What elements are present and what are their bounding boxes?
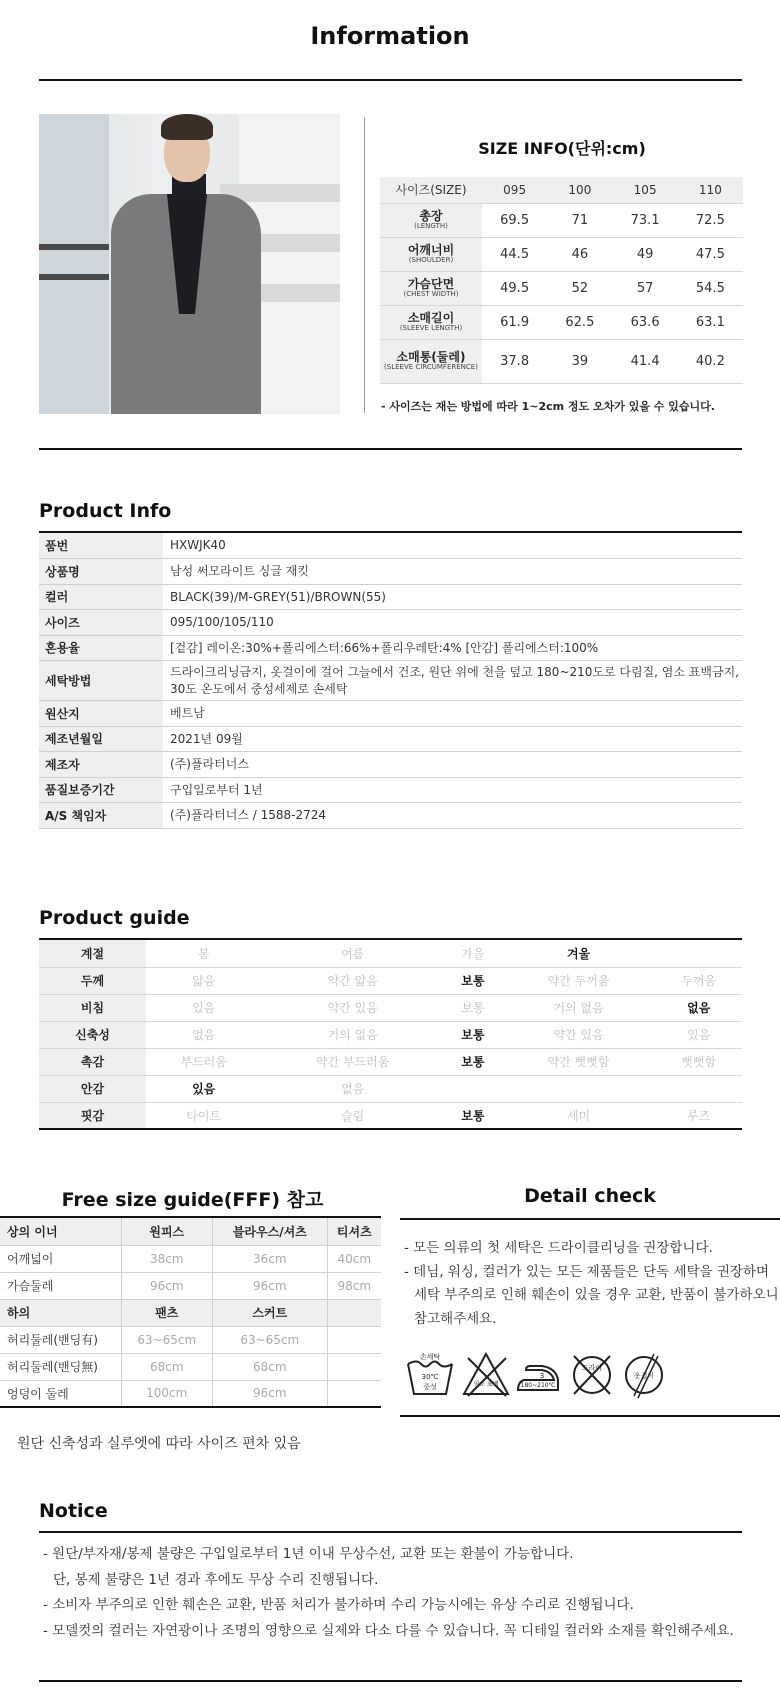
page-title: Information — [310, 22, 470, 50]
product-guide-table — [39, 940, 742, 1130]
free-size-value: 38cm — [121, 1245, 213, 1272]
product-info-row — [39, 559, 742, 585]
detail-check-text — [400, 1237, 780, 1332]
product-info-key: 컬러 — [39, 584, 163, 610]
size-value: 62.5 — [547, 305, 612, 339]
size-header-label: 사이즈(SIZE) — [380, 177, 482, 203]
free-size-value: 40cm — [327, 1245, 381, 1272]
section-rule — [39, 448, 742, 450]
free-size-value: 98cm — [327, 1272, 381, 1299]
size-row-label: 소매통(둘레) (SLEEVE CIRCUMFERENCE) — [380, 339, 482, 383]
free-size-row — [0, 1380, 381, 1407]
free-size-row — [0, 1272, 381, 1299]
free-size-table — [0, 1218, 381, 1408]
size-row — [380, 203, 743, 237]
notice-line: - 모델컷의 컬러는 자연광이나 조명의 영향으로 실제와 다소 다를 수 있습니다. 꼭 디테일 컬러와 소재를 확인해주세요. — [43, 1622, 734, 1639]
product-guide-row — [39, 994, 742, 1021]
free-size-value — [327, 1326, 381, 1353]
size-value: 37.8 — [482, 339, 547, 383]
product-info-key: 품질보증기간 — [39, 777, 163, 803]
product-guide-option: 타이트 — [146, 1102, 261, 1129]
free-size-value: 68cm — [213, 1353, 328, 1380]
size-col: 100 — [547, 177, 612, 203]
free-size-header-cell: 상의 이너 — [0, 1218, 121, 1245]
size-row-label: 총장 (LENGTH) — [380, 203, 482, 237]
product-guide-option: 얇음 — [146, 967, 261, 994]
product-info-value: 구입일로부터 1년 — [163, 777, 742, 803]
free-size-key: 가슴둘레 — [0, 1272, 121, 1299]
product-info-key: A/S 책임자 — [39, 803, 163, 829]
product-guide-option — [444, 1075, 502, 1102]
product-guide-option: 없음 — [261, 1075, 444, 1102]
free-size-key: 허리둘레(밴딩有) — [0, 1326, 121, 1353]
product-guide-option: 보통 — [444, 1021, 502, 1048]
size-row — [380, 305, 743, 339]
product-guide-option: 보통 — [444, 1048, 502, 1075]
product-guide-option: 거의 없음 — [502, 994, 656, 1021]
size-value: 39 — [547, 339, 612, 383]
free-size-header-row — [0, 1218, 381, 1245]
product-info-row — [39, 661, 742, 701]
detail-check-line: - 모든 의류의 첫 세탁은 드라이클리닝을 권장합니다. — [404, 1240, 713, 1256]
free-size-value — [327, 1380, 381, 1407]
size-value: 54.5 — [678, 271, 743, 305]
product-guide-option: 있음 — [146, 994, 261, 1021]
product-guide-key: 계절 — [39, 940, 146, 967]
size-table — [380, 177, 743, 384]
no-dryclean-icon — [566, 1350, 618, 1400]
product-guide-key: 비침 — [39, 994, 146, 1021]
product-info-table — [39, 533, 742, 829]
size-value: 63.1 — [678, 305, 743, 339]
free-size-value: 68cm — [121, 1353, 213, 1380]
size-value: 71 — [547, 203, 612, 237]
product-guide-key: 신축성 — [39, 1021, 146, 1048]
product-info-value: 2021년 09월 — [163, 726, 742, 752]
free-size-header-cell: 하의 — [0, 1299, 121, 1326]
product-guide-option: 있음 — [655, 1021, 742, 1048]
size-row-label: 어깨너비 (SHOULDER) — [380, 237, 482, 271]
product-guide-option — [655, 940, 742, 967]
product-info-value: 베트남 — [163, 701, 742, 727]
size-col: 105 — [613, 177, 678, 203]
product-info-row — [39, 752, 742, 778]
size-value: 57 — [613, 271, 678, 305]
free-size-header-cell: 스커트 — [213, 1299, 328, 1326]
product-guide-option: 약간 있음 — [261, 994, 444, 1021]
size-row-label: 가슴단면 (CHEST WIDTH) — [380, 271, 482, 305]
product-guide-option: 보통 — [444, 1102, 502, 1129]
product-info-row — [39, 777, 742, 803]
product-info-row — [39, 610, 742, 636]
product-guide-title: Product guide — [39, 907, 190, 929]
product-info-value: 남성 써모라이트 싱글 재킷 — [163, 559, 742, 585]
product-info-value: (주)플라터너스 / 1588-2724 — [163, 803, 742, 829]
size-value: 40.2 — [678, 339, 743, 383]
product-guide-option: 세미 — [502, 1102, 656, 1129]
no-bleach-icon — [460, 1350, 512, 1400]
product-info-row — [39, 803, 742, 829]
vertical-divider — [364, 117, 365, 413]
product-guide-row — [39, 940, 742, 967]
product-info-value: (주)플라터너스 — [163, 752, 742, 778]
product-info-value: 드라이크리닝금지, 옷걸이에 걸어 그늘에서 건조, 원단 위에 천을 덮고 180~210도로 다림질, 염소 표백금지, 30도 온도에서 중성세제로 손세탁 — [163, 661, 742, 701]
size-note: - 사이즈는 재는 방법에 따라 1~2cm 정도 오차가 있을 수 있습니다. — [381, 400, 715, 413]
svg-text:염소 표백: 염소 표백 — [473, 1381, 499, 1388]
product-info-value: [겉감] 레이온:30%+폴리에스터:66%+폴리우레탄:4% [안감] 폴리에스터:100% — [163, 635, 742, 661]
product-info-key: 제조년월일 — [39, 726, 163, 752]
size-row — [380, 237, 743, 271]
product-guide-option: 여름 — [261, 940, 444, 967]
product-guide-row — [39, 1021, 742, 1048]
product-info-row — [39, 533, 742, 559]
size-row — [380, 339, 743, 383]
size-col: 095 — [482, 177, 547, 203]
free-size-key: 어깨넓이 — [0, 1245, 121, 1272]
detail-check-title: Detail check — [524, 1185, 656, 1207]
free-size-value: 96cm — [121, 1272, 213, 1299]
product-guide-option: 두꺼움 — [655, 967, 742, 994]
product-info-row — [39, 584, 742, 610]
notice-line: 단, 봉제 불량은 1년 경과 후에도 무상 수리 진행됩니다. — [53, 1571, 379, 1588]
product-guide-option: 루즈 — [655, 1102, 742, 1129]
notice-bottom-rule — [39, 1680, 742, 1682]
product-guide-option: 없음 — [146, 1021, 261, 1048]
product-info-key: 세탁방법 — [39, 661, 163, 701]
product-guide-option: 약간 뻣뻣함 — [502, 1048, 656, 1075]
free-size-row — [0, 1326, 381, 1353]
product-info-title: Product Info — [39, 500, 172, 522]
size-value: 72.5 — [678, 203, 743, 237]
free-size-note: 원단 신축성과 실루엣에 따라 사이즈 편차 있음 — [17, 1436, 301, 1452]
free-size-key: 엉덩이 둘레 — [0, 1380, 121, 1407]
notice-text — [39, 1542, 742, 1645]
product-info-key: 사이즈 — [39, 610, 163, 636]
product-guide-option: 약간 있음 — [502, 1021, 656, 1048]
product-info-row — [39, 726, 742, 752]
size-value: 49.5 — [482, 271, 547, 305]
product-info-key: 품번 — [39, 533, 163, 559]
product-info-row — [39, 701, 742, 727]
free-size-title: Free size guide(FFF) 참고 — [61, 1189, 324, 1211]
svg-text:3: 3 — [539, 1372, 545, 1380]
size-value: 61.9 — [482, 305, 547, 339]
product-info-value: HXWJK40 — [163, 533, 742, 559]
free-size-header-cell: 티셔츠 — [327, 1218, 381, 1245]
size-value: 44.5 — [482, 237, 547, 271]
size-row-label: 소매길이 (SLEEVE LENGTH) — [380, 305, 482, 339]
product-guide-option: 겨울 — [502, 940, 656, 967]
product-info-value: 095/100/105/110 — [163, 610, 742, 636]
size-info-title: SIZE INFO(단위:cm) — [478, 139, 646, 158]
free-size-header-cell: 블라우스/셔츠 — [213, 1218, 328, 1245]
size-value: 69.5 — [482, 203, 547, 237]
model-photo — [39, 114, 340, 414]
product-guide-option: 가을 — [444, 940, 502, 967]
product-guide-key: 두께 — [39, 967, 146, 994]
size-value: 73.1 — [613, 203, 678, 237]
svg-text:중성: 중성 — [423, 1383, 437, 1391]
size-value: 63.6 — [613, 305, 678, 339]
product-guide-option: 뻣뻣함 — [655, 1048, 742, 1075]
product-guide-option: 보통 — [444, 967, 502, 994]
product-guide-option: 보통 — [444, 994, 502, 1021]
free-size-header-cell: 원피스 — [121, 1218, 213, 1245]
product-guide-row — [39, 1102, 742, 1129]
detail-check-bottom-rule — [400, 1415, 780, 1417]
free-size-value: 36cm — [213, 1245, 328, 1272]
product-info-value: BLACK(39)/M-GREY(51)/BROWN(55) — [163, 584, 742, 610]
product-guide-key: 촉감 — [39, 1048, 146, 1075]
product-info-key: 혼용율 — [39, 635, 163, 661]
product-guide-option: 약간 얇음 — [261, 967, 444, 994]
free-size-row — [0, 1245, 381, 1272]
title-rule — [39, 79, 742, 81]
svg-text:30℃: 30℃ — [421, 1373, 439, 1381]
free-size-header-row — [0, 1299, 381, 1326]
product-guide-option: 있음 — [146, 1075, 261, 1102]
free-size-row — [0, 1353, 381, 1380]
hang-dry-icon — [618, 1350, 670, 1400]
free-size-key: 허리둘레(밴딩無) — [0, 1353, 121, 1380]
svg-text:180~210℃: 180~210℃ — [520, 1382, 556, 1389]
notice-line: - 원단/부자재/봉제 불량은 구입일로부터 1년 이내 무상수선, 교환 또는 환불이 가능합니다. — [43, 1546, 574, 1562]
product-guide-option: 거의 없음 — [261, 1021, 444, 1048]
product-guide-option: 약간 두꺼움 — [502, 967, 656, 994]
free-size-value: 63~65cm — [121, 1326, 213, 1353]
hand-wash-icon — [404, 1350, 456, 1400]
product-guide-option — [502, 1075, 656, 1102]
detail-check-line: - 데님, 워싱, 컬러가 있는 모든 제품들은 단독 세탁을 권장하며 세탁 부주의로 인해 훼손이 있을 경우 교환, 반품이 불가하오니 참고해주세요. — [404, 1263, 779, 1327]
product-guide-row — [39, 1048, 742, 1075]
notice-title: Notice — [39, 1500, 108, 1522]
iron-icon — [512, 1350, 564, 1400]
svg-text:드라이: 드라이 — [581, 1364, 603, 1372]
free-size-value: 96cm — [213, 1272, 328, 1299]
product-guide-option — [655, 1075, 742, 1102]
size-value: 52 — [547, 271, 612, 305]
size-value: 49 — [613, 237, 678, 271]
product-guide-key: 안감 — [39, 1075, 146, 1102]
svg-text:손세탁: 손세탁 — [419, 1353, 441, 1361]
free-size-value: 100cm — [121, 1380, 213, 1407]
product-guide-row — [39, 967, 742, 994]
notice-line: - 소비자 부주의로 인한 훼손은 교환, 반품 처리가 불가하며 수리 가능시에는 유상 수리로 진행됩니다. — [43, 1597, 634, 1614]
product-info-key: 상품명 — [39, 559, 163, 585]
size-value: 46 — [547, 237, 612, 271]
size-value: 41.4 — [613, 339, 678, 383]
product-guide-row — [39, 1075, 742, 1102]
product-info-row — [39, 635, 742, 661]
product-guide-option: 슬림 — [261, 1102, 444, 1129]
detail-check-rule — [400, 1218, 780, 1220]
product-guide-option: 약간 부드러움 — [261, 1048, 444, 1075]
size-row — [380, 271, 743, 305]
size-value: 47.5 — [678, 237, 743, 271]
product-info-key: 원산지 — [39, 701, 163, 727]
svg-text:옷걸이: 옷걸이 — [633, 1372, 655, 1380]
product-info-key: 제조자 — [39, 752, 163, 778]
size-col: 110 — [678, 177, 743, 203]
notice-rule — [39, 1531, 742, 1533]
free-size-value: 63~65cm — [213, 1326, 328, 1353]
product-guide-key: 핏감 — [39, 1102, 146, 1129]
free-size-value: 96cm — [213, 1380, 328, 1407]
free-size-value — [327, 1353, 381, 1380]
free-size-header-cell: 팬츠 — [121, 1299, 213, 1326]
product-guide-option: 부드러움 — [146, 1048, 261, 1075]
product-guide-option: 없음 — [655, 994, 742, 1021]
product-guide-option: 봄 — [146, 940, 261, 967]
free-size-header-cell — [327, 1299, 381, 1326]
